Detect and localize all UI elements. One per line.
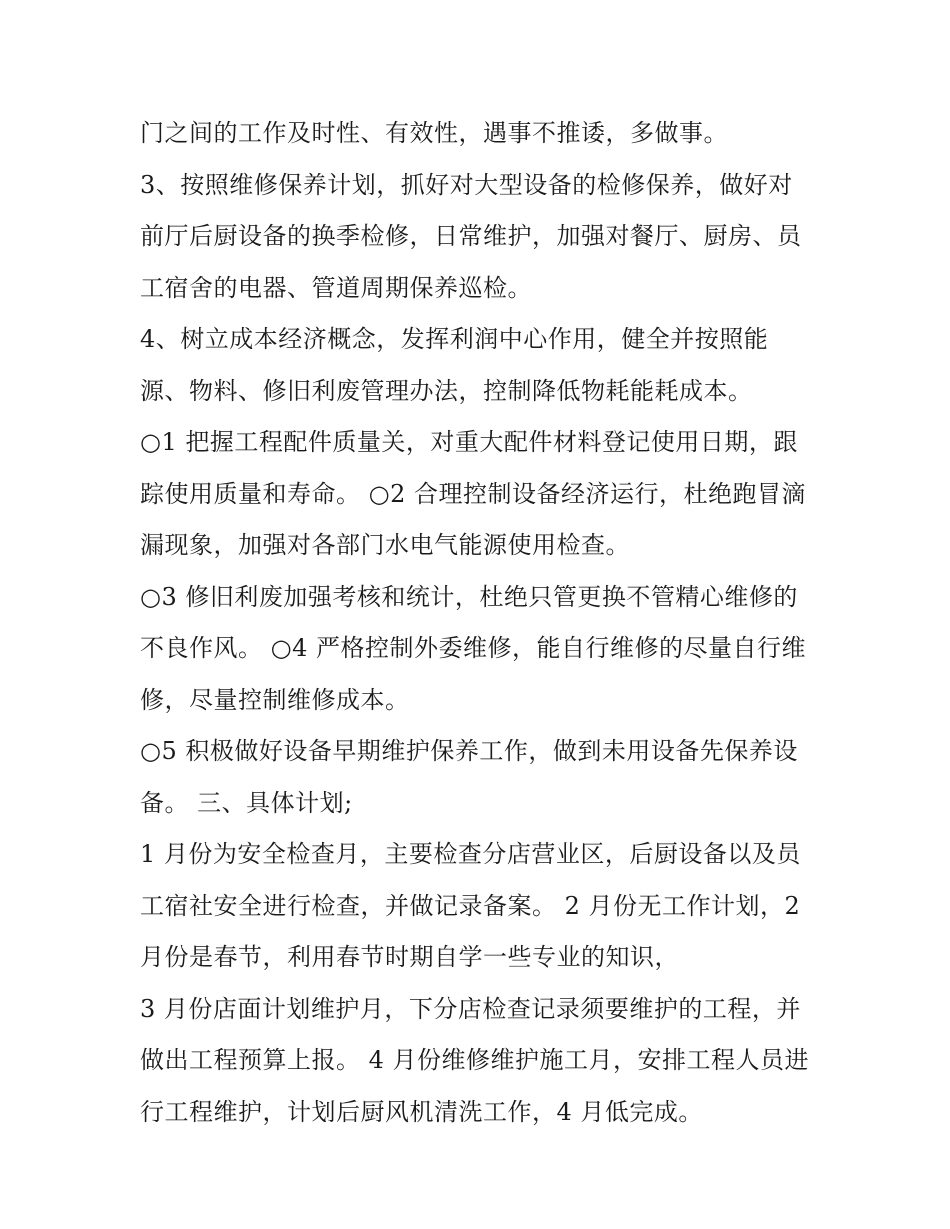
text-line: 不良作风。 ○4 严格控制外委维修，能自行维修的尽量自行维	[140, 634, 806, 662]
text-line: 3 月份店面计划维护月，下分店检查记录须要维护的工程，并	[140, 994, 801, 1023]
text-line: 3、按照维修保养计划，抓好对大型设备的检修保养，做好对	[140, 170, 793, 199]
text-line: 做出工程预算上报。 4 月份维修维护施工月，安排工程人员进	[140, 1046, 810, 1074]
text-line: 漏现象，加强对各部门水电气能源使用检查。	[140, 531, 630, 559]
text-line: 修，尽量控制维修成本。	[140, 685, 410, 714]
text-line: 前厅后厨设备的换季检修，日常维护，加强对餐厅、厨房、员	[140, 222, 802, 250]
text-line: 行工程维护，计划后厨风机清洗工作，4 月低完成。	[140, 1097, 703, 1126]
text-line: 踪使用质量和寿命。 ○2 合理控制设备经济运行，杜绝跑冒滴	[140, 479, 806, 508]
text-line: 门之间的工作及时性、有效性，遇事不推诿，多做事。	[140, 119, 728, 147]
text-line: 备。 三、具体计划;	[140, 788, 353, 817]
text-line: ○5 积极做好设备早期维护保养工作，做到未用设备先保养设	[140, 737, 798, 765]
document-body	[140, 108, 830, 1138]
text-line: 1 月份为安全检查月，主要检查分店营业区，后厨设备以及员	[140, 840, 801, 868]
text-line: 工宿舍的电器、管道周期保养巡检。	[140, 273, 532, 302]
text-line: 工宿社安全进行检查，并做记录备案。 2 月份无工作计划，2	[140, 891, 801, 920]
text-line: ○1 把握工程配件质量关，对重大配件材料登记使用日期，跟	[140, 428, 798, 456]
text-line: 月份是春节，利用春节时期自学一些专业的知识，	[140, 943, 679, 971]
text-line: 源、物料、修旧利废管理办法，控制降低物耗能耗成本。	[140, 376, 753, 405]
text-line: 4、树立成本经济概念，发挥利润中心作用，健全并按照能	[140, 325, 769, 353]
text-line: ○3 修旧利废加强考核和统计，杜绝只管更换不管精心维修的	[140, 582, 798, 611]
